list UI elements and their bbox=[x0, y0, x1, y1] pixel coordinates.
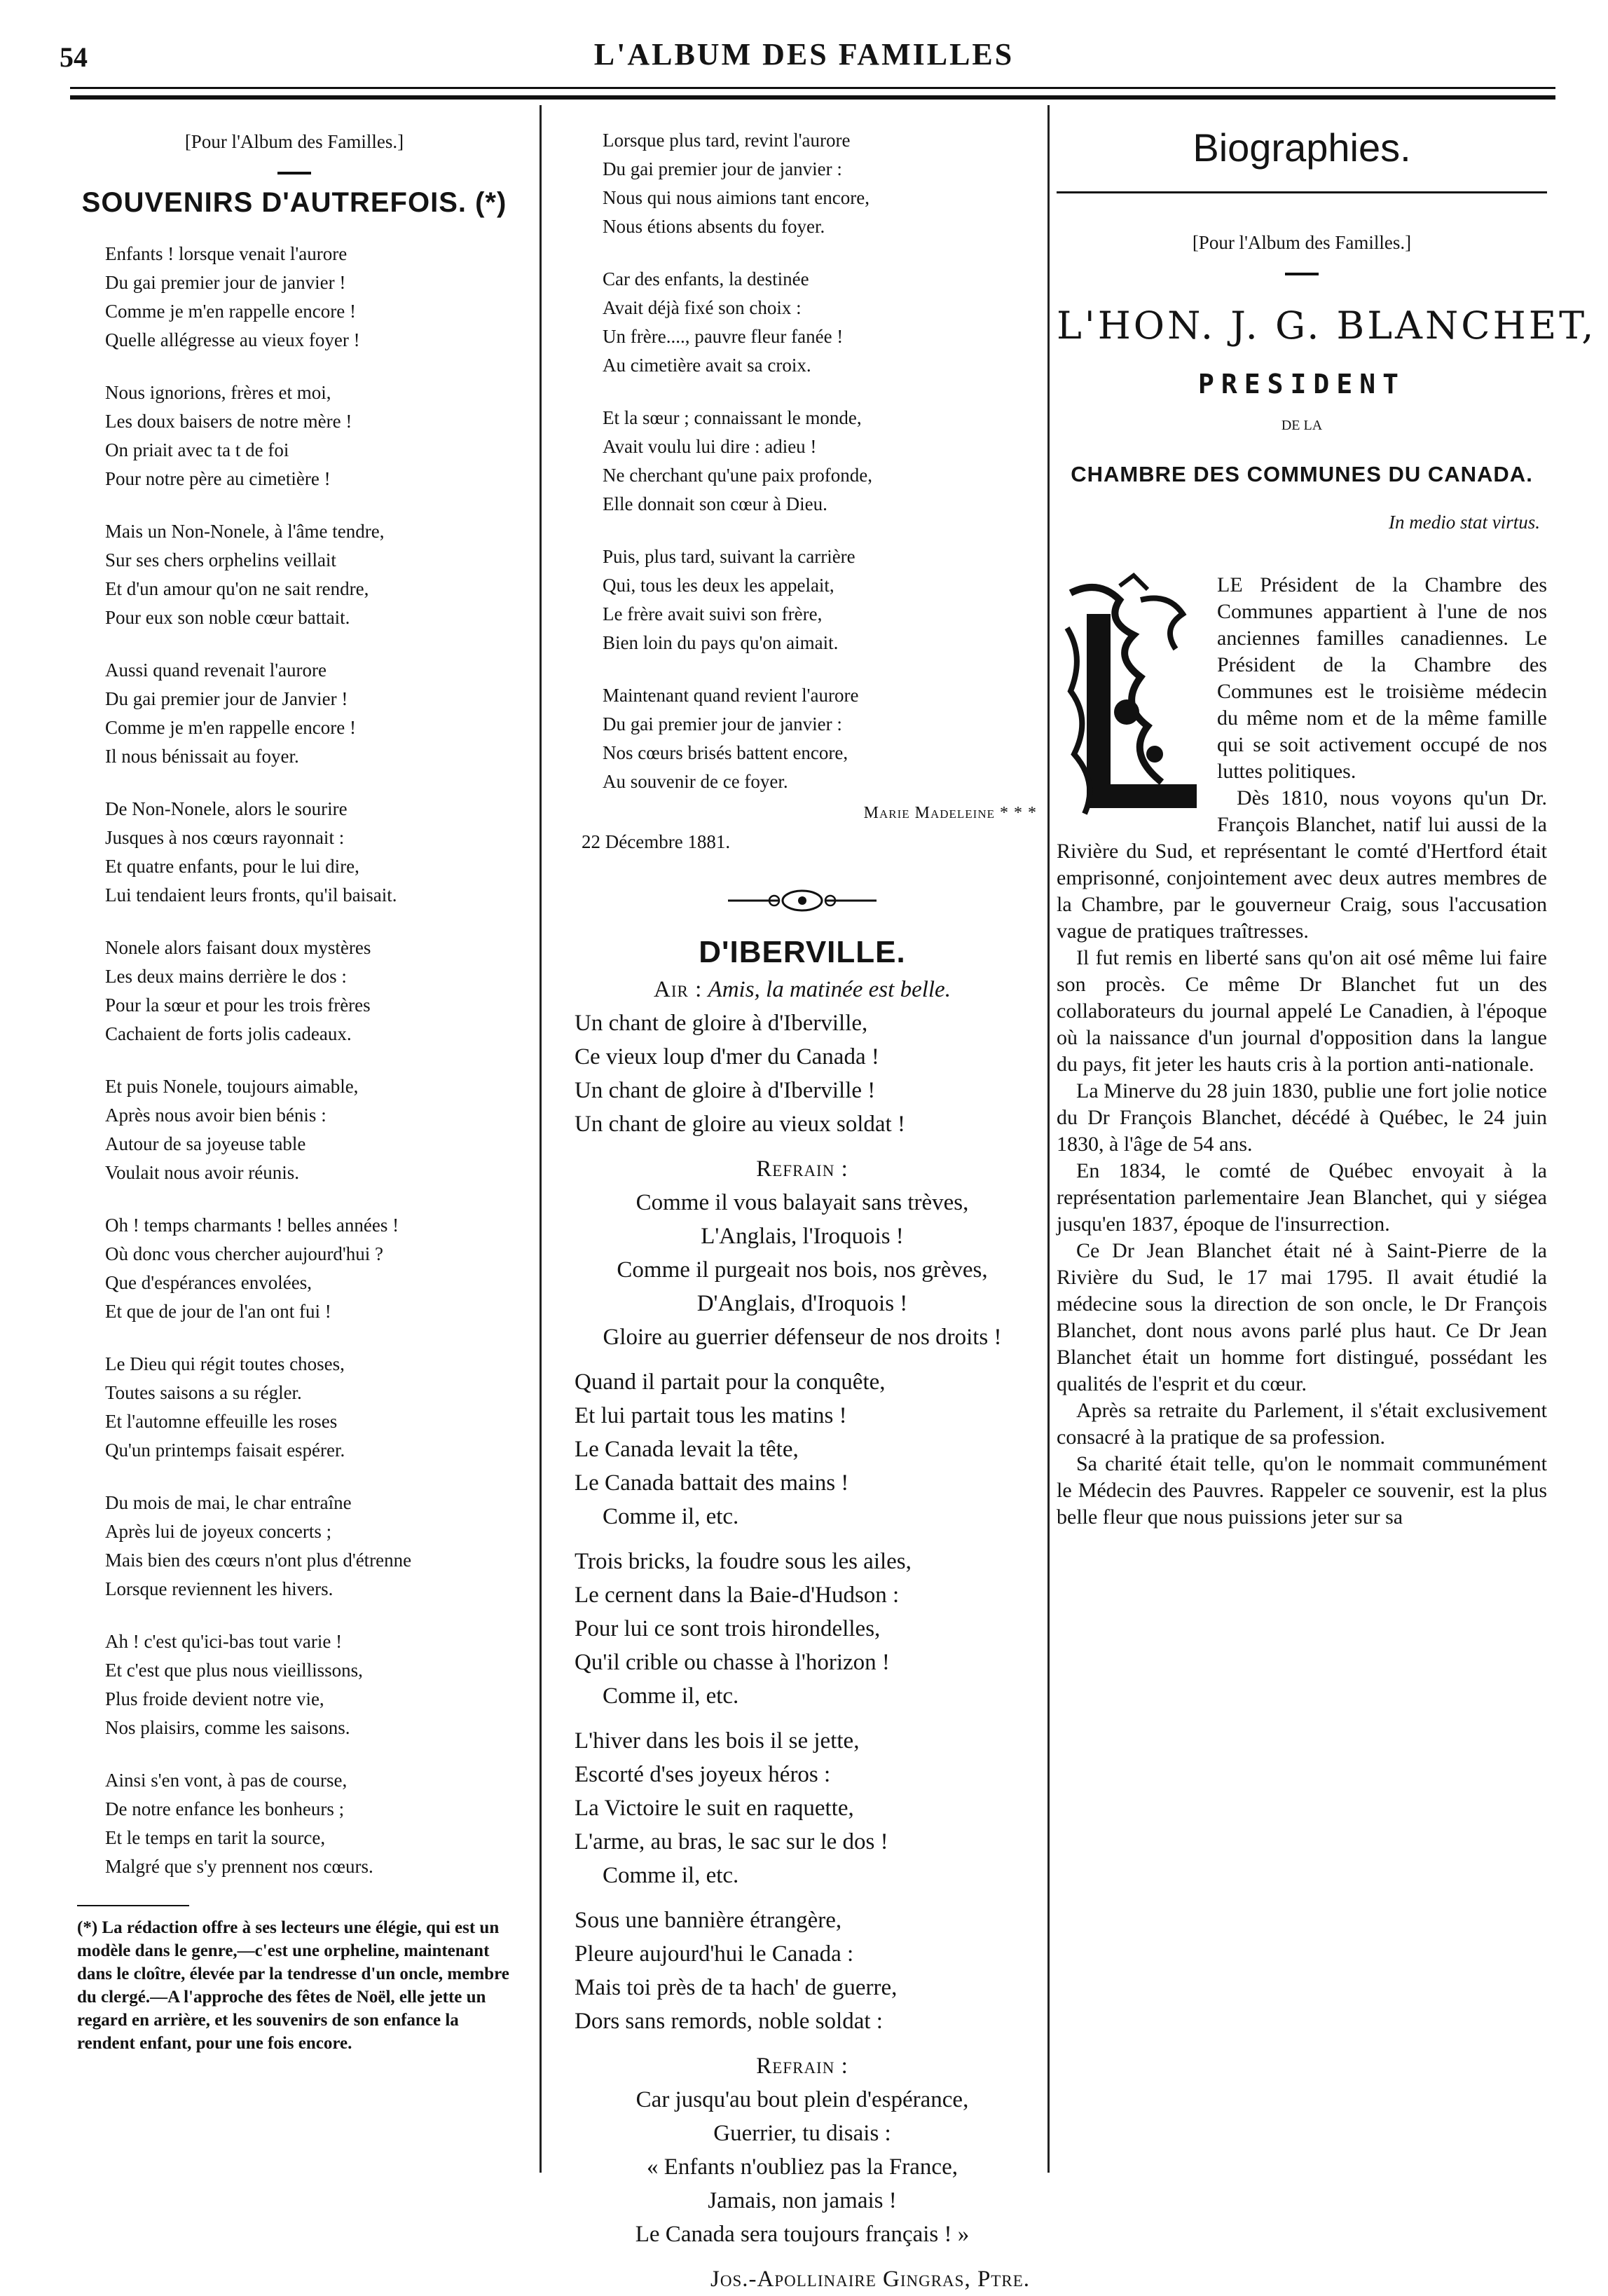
song-line: Le Canada sera toujours français ! » bbox=[635, 2222, 970, 2247]
song-line: Quand il partait pour la conquête, bbox=[575, 1369, 886, 1395]
verse-line: Ainsi s'en vont, à pas de course, bbox=[105, 1770, 348, 1791]
song-title: D'IBERVILLE. bbox=[699, 935, 906, 969]
page-number: 54 bbox=[60, 41, 88, 73]
verse-line: Elle donnait son cœur à Dieu. bbox=[603, 493, 827, 514]
verse-line: Du gai premier jour de janvier ! bbox=[105, 272, 346, 293]
bio-paragraph: LE Président de la Chambre des Communes appartient à l'une de nos anciennes familles canadiennes. Le Président de la Chambre des Communes est le troisième médecin du même nom et de la même famille qui se soit activement occupé de nos luttes politiques. bbox=[1217, 573, 1547, 783]
verse-line: Pour notre père au cimetière ! bbox=[105, 468, 331, 489]
stanza bbox=[603, 265, 1044, 380]
verse-line: Voulait nous avoir réunis. bbox=[105, 1162, 299, 1183]
title-dash bbox=[277, 172, 311, 175]
verse-line: Lorsque reviennent les hivers. bbox=[105, 1578, 334, 1599]
verse-line: Après nous avoir bien bénis : bbox=[105, 1105, 327, 1126]
verse-line: Cachaient de forts jolis cadeaux. bbox=[105, 1023, 352, 1044]
air-tune: Amis, la matinée est belle. bbox=[708, 977, 951, 1002]
verse-line: Les doux baisers de notre mère ! bbox=[105, 411, 352, 432]
verse-line: Et d'un amour qu'on ne sait rendre, bbox=[105, 578, 369, 599]
verse-line: Ne cherchant qu'une paix profonde, bbox=[603, 465, 872, 486]
verse-line: Avait déjà fixé son choix : bbox=[603, 297, 802, 318]
song-line: Le Canada levait la tête, bbox=[575, 1437, 799, 1462]
poem-signature: Marie Madeleine * * * bbox=[863, 804, 1037, 822]
song-line: Comme il vous balayait sans trèves, bbox=[635, 1190, 969, 1215]
song-line: Mais toi près de ta hach' de guerre, bbox=[575, 1975, 898, 2000]
song-line: « Enfants n'oubliez pas la France, bbox=[647, 2154, 958, 2180]
verse-line: Puis, plus tard, suivant la carrière bbox=[603, 546, 855, 567]
bio-motto: In medio stat virtus. bbox=[1389, 512, 1540, 533]
verse-line: Enfants ! lorsque venait l'aurore bbox=[105, 243, 348, 264]
verse-line: Les deux mains derrière le dos : bbox=[105, 966, 347, 987]
footnote-rule bbox=[77, 1905, 189, 1906]
verse-line: Autour de sa joyeuse table bbox=[105, 1133, 306, 1154]
stanza bbox=[603, 126, 1044, 241]
poem-title: SOUVENIRS D'AUTREFOIS. (*) bbox=[81, 187, 507, 218]
song-line: L'Anglais, l'Iroquois ! bbox=[701, 1224, 904, 1249]
stanza bbox=[603, 542, 1044, 657]
verse-line: Un frère...., pauvre fleur fanée ! bbox=[603, 326, 844, 347]
verse-line: Lorsque plus tard, revint l'aurore bbox=[603, 130, 851, 151]
song-verse-4 bbox=[561, 1724, 1044, 1892]
song-author: Jos.-Apollinaire Gingras, Ptre. bbox=[710, 2267, 1030, 2292]
bio-paragraph: Sa charité était telle, qu'on le nommait communément le Médecin des Pauvres. Rappeler ce souvenir, est la plus belle fleur que nous puissions jeter sur sa bbox=[1057, 1452, 1547, 1529]
verse-line: Mais bien des cœurs n'ont plus d'étrenne bbox=[105, 1550, 412, 1571]
verse-line: Sur ses chers orphelins veillait bbox=[105, 549, 336, 570]
verse-line: Au cimetière avait sa croix. bbox=[603, 355, 811, 376]
verse-line: Comme je m'en rappelle encore ! bbox=[105, 717, 356, 738]
song-verse-3 bbox=[561, 1545, 1044, 1713]
header-rule-top bbox=[70, 87, 1555, 89]
verse-line: Nos cœurs brisés battent encore, bbox=[603, 742, 848, 763]
song-line: Un chant de gloire à d'Iberville ! bbox=[575, 1078, 876, 1103]
song-line: Gloire au guerrier défenseur de nos droits ! bbox=[603, 1325, 1002, 1350]
song-line: Guerrier, tu disais : bbox=[713, 2121, 891, 2146]
verse-line: Et puis Nonele, toujours aimable, bbox=[105, 1076, 359, 1097]
ornamental-initial-l-icon bbox=[1057, 572, 1207, 824]
verse-line: Pour la sœur et pour les trois frères bbox=[105, 995, 371, 1016]
verse-line: On priait avec ta t de foi bbox=[105, 439, 289, 460]
bio-role: PRESIDENT bbox=[1198, 369, 1406, 399]
verse-line: Quelle allégresse au vieux foyer ! bbox=[105, 329, 360, 350]
verse-line: Avait voulu lui dire : adieu ! bbox=[603, 436, 817, 457]
stanza bbox=[105, 240, 518, 355]
column-2 bbox=[561, 112, 1044, 2296]
song-line: L'arme, au bras, le sac sur le dos ! bbox=[575, 1829, 888, 1854]
verse-line: Car des enfants, la destinée bbox=[603, 268, 809, 289]
stanza bbox=[105, 1072, 518, 1187]
song-line: Dors sans remords, noble soldat : bbox=[575, 2009, 883, 2034]
column-1 bbox=[70, 112, 518, 2055]
song-line: Et lui partait tous les matins ! bbox=[575, 1403, 847, 1428]
verse-line: Plus froide devient notre vie, bbox=[105, 1688, 324, 1709]
source-note: [Pour l'Album des Familles.] bbox=[184, 131, 404, 152]
air-line bbox=[561, 973, 1044, 1006]
section-title: Biographies. bbox=[1193, 125, 1411, 170]
song-verse-1 bbox=[561, 1006, 1044, 1141]
verse-line: Nous ignorions, frères et moi, bbox=[105, 382, 331, 403]
stanza bbox=[105, 378, 518, 493]
bio-paragraph: En 1834, le comté de Québec envoyait à la représentation parlementaire Jean Blanchet, qui y siégea jusqu'en 1837, époque de l'insurrection. bbox=[1057, 1159, 1547, 1236]
bio-dash bbox=[1285, 273, 1319, 275]
stanza bbox=[105, 1211, 518, 1326]
bio-paragraph: La Minerve du 28 juin 1830, publie une fort jolie notice du Dr François Blanchet, décédé à Québec, le 24 juin 1830, à l'âge de 54 ans. bbox=[1057, 1079, 1547, 1156]
verse-line: Après lui de joyeux concerts ; bbox=[105, 1521, 332, 1542]
song-line: Le cernent dans la Baie-d'Hudson : bbox=[575, 1583, 900, 1608]
verse-line: Et la sœur ; connaissant le monde, bbox=[603, 407, 862, 428]
song-line: Ce vieux loup d'mer du Canada ! bbox=[575, 1044, 879, 1070]
bio-paragraph: Après sa retraite du Parlement, il s'était exclusivement consacré à la pratique de sa profession. bbox=[1057, 1399, 1547, 1449]
stanza bbox=[105, 1766, 518, 1881]
refrain-label-2: Refrain : bbox=[756, 2054, 848, 2079]
verse-line: Maintenant quand revient l'aurore bbox=[603, 685, 859, 706]
stanza bbox=[105, 1489, 518, 1604]
verse-line: Où donc vous chercher aujourd'hui ? bbox=[105, 1243, 383, 1264]
bio-source-note: [Pour l'Album des Familles.] bbox=[1192, 232, 1412, 253]
song-line: La Victoire le suit en raquette, bbox=[575, 1796, 854, 1821]
verse-line: Qu'un printemps faisait espérer. bbox=[105, 1440, 345, 1461]
bio-paragraph: Dès 1810, nous voyons qu'un Dr. François Blanchet, natif lui aussi de la Rivière du Sud, et représentant le comté d'Hertford était emprisonné, conjointement avec deux autres membres de la Chambre, par le gouverneur Craig, sous l'accusation vague de pratiques traîtresses. bbox=[1057, 786, 1547, 943]
bio-chamber: CHAMBRE DES COMMUNES DU CANADA. bbox=[1071, 462, 1533, 486]
song-line: Qu'il crible ou chasse à l'horizon ! bbox=[575, 1650, 890, 1675]
verse-line: Du gai premier jour de janvier : bbox=[603, 713, 842, 734]
song-line: Trois bricks, la foudre sous les ailes, bbox=[575, 1549, 912, 1574]
song-line: Comme il, etc. bbox=[603, 1504, 739, 1529]
bio-paragraph: Ce Dr Jean Blanchet était né à Saint-Pierre de la Rivière du Sud, le 17 mai 1795. Il avait étudié la médecine sous la direction de son oncle, le Dr François Blanchet, dont nous avons parlé plus haut. Ce Dr Jean Blanchet était un homme fort distingué, possédant les qualités de l'esprit et du cœur. bbox=[1057, 1239, 1547, 1395]
verse-line: Et quatre enfants, pour le lui dire, bbox=[105, 856, 359, 877]
verse-line: De notre enfance les bonheurs ; bbox=[105, 1798, 345, 1819]
song-refrain-2 bbox=[561, 2083, 1044, 2251]
bio-paragraph: Il fut remis en liberté sans qu'on ait osé même lui faire son procès. Ce même Dr Blanchet fut un des collaborateurs du journal appelé Le Canadien, à l'époque où la naissance d'un journal d'opposition dans la langue du pays, fit jeter les hauts cris à la portion anti-nationale. bbox=[1057, 946, 1547, 1076]
verse-line: Du gai premier jour de Janvier ! bbox=[105, 688, 348, 709]
song-line: D'Anglais, d'Iroquois ! bbox=[696, 1291, 908, 1316]
song-body bbox=[561, 1006, 1044, 2251]
air-label: Air : bbox=[654, 977, 703, 1002]
verse-line: Du gai premier jour de janvier : bbox=[603, 158, 842, 179]
song-line: Comme il purgeait nos bois, nos grèves, bbox=[617, 1257, 988, 1283]
verse-line: De Non-Nonele, alors le sourire bbox=[105, 798, 348, 819]
song-line: Un chant de gloire au vieux soldat ! bbox=[575, 1112, 905, 1137]
bio-name: L'HON. J. G. BLANCHET, bbox=[1057, 303, 1597, 348]
stanza bbox=[105, 1627, 518, 1742]
header-rule-bottom bbox=[70, 95, 1555, 100]
bio-body bbox=[1057, 572, 1547, 1531]
poem-stanzas bbox=[70, 240, 518, 1881]
verse-line: Mais un Non-Nonele, à l'âme tendre, bbox=[105, 521, 385, 542]
verse-line: Le frère avait suivi son frère, bbox=[603, 603, 823, 624]
verse-line: Et que de jour de l'an ont fui ! bbox=[105, 1301, 331, 1322]
stanza bbox=[105, 1350, 518, 1465]
verse-line: Que d'espérances envolées, bbox=[105, 1272, 312, 1293]
verse-line: Aussi quand revenait l'aurore bbox=[105, 660, 327, 681]
poem-date: 22 Décembre 1881. bbox=[582, 831, 731, 852]
column-divider-1 bbox=[540, 105, 542, 2173]
song-verse-2 bbox=[561, 1365, 1044, 1533]
stanza bbox=[105, 934, 518, 1048]
refrain-label: Refrain : bbox=[756, 1156, 848, 1182]
verse-line: Et c'est que plus nous vieillissons, bbox=[105, 1660, 363, 1681]
verse-line: Malgré que s'y prennent nos cœurs. bbox=[105, 1856, 373, 1877]
song-line: Car jusqu'au bout plein d'espérance, bbox=[635, 2087, 969, 2112]
song-line: Le Canada battait des mains ! bbox=[575, 1470, 849, 1496]
song-line: Comme il, etc. bbox=[603, 1683, 739, 1709]
verse-line: Oh ! temps charmants ! belles années ! bbox=[105, 1215, 399, 1236]
verse-line: Le Dieu qui régit toutes choses, bbox=[105, 1353, 345, 1374]
footnote: (*) La rédaction offre à ses lecteurs une élégie, qui est un modèle dans le genre,—c'est une orpheline, maintenant dans le cloître, élevée par la tendresse d'un oncle, membre du clergé.—A l'approche des fêtes de Noël, elle jette un regard en arrière, et les souvenirs de son enfance la rendent enfant, pour une fois encore. bbox=[77, 1918, 509, 2053]
verse-line: Lui tendaient leurs fronts, qu'il baisait. bbox=[105, 884, 397, 906]
verse-line: Toutes saisons a su régler. bbox=[105, 1382, 302, 1403]
verse-line: Comme je m'en rappelle encore ! bbox=[105, 301, 356, 322]
song-line: Pour lui ce sont trois hirondelles, bbox=[575, 1616, 881, 1641]
poem-continuation bbox=[561, 126, 1044, 796]
verse-line: Ah ! c'est qu'ici-bas tout varie ! bbox=[105, 1631, 343, 1652]
verse-line: Qui, tous les deux les appelait, bbox=[603, 575, 834, 596]
running-title: L'ALBUM DES FAMILLES bbox=[593, 37, 1015, 71]
verse-line: Bien loin du pays qu'on aimait. bbox=[603, 632, 839, 653]
verse-line: Il nous bénissait au foyer. bbox=[105, 746, 299, 767]
verse-line: Au souvenir de ce foyer. bbox=[603, 771, 788, 792]
song-line: Un chant de gloire à d'Iberville, bbox=[575, 1011, 868, 1036]
song-line: Jamais, non jamais ! bbox=[708, 2188, 897, 2213]
song-line: Sous une bannière étrangère, bbox=[575, 1908, 842, 1933]
column-divider-2 bbox=[1047, 105, 1050, 2173]
verse-line: Et le temps en tarit la source, bbox=[105, 1827, 326, 1848]
verse-line: Nous étions absents du foyer. bbox=[603, 216, 825, 237]
song-refrain bbox=[561, 1186, 1044, 1354]
verse-line: Nous qui nous aimions tant encore, bbox=[603, 187, 870, 208]
stanza bbox=[105, 517, 518, 632]
song-line: L'hiver dans les bois il se jette, bbox=[575, 1728, 860, 1754]
verse-line: Pour eux son noble cœur battait. bbox=[105, 607, 350, 628]
stanza bbox=[105, 795, 518, 910]
column-3 bbox=[1057, 112, 1597, 1531]
stanza bbox=[603, 681, 1044, 796]
verse-line: Nonele alors faisant doux mystères bbox=[105, 937, 371, 958]
stanza bbox=[603, 404, 1044, 519]
song-verse-5 bbox=[561, 1904, 1044, 2038]
verse-line: Du mois de mai, le char entraîne bbox=[105, 1492, 352, 1513]
section-rule bbox=[1057, 191, 1547, 193]
song-line: Comme il, etc. bbox=[603, 1863, 739, 1888]
verse-line: Nos plaisirs, comme les saisons. bbox=[105, 1717, 350, 1738]
song-line: Escorté d'ses joyeux héros : bbox=[575, 1762, 831, 1787]
bio-of: DE LA bbox=[1281, 418, 1323, 433]
verse-line: Jusques à nos cœurs rayonnait : bbox=[105, 827, 345, 848]
song-line: Pleure aujourd'hui le Canada : bbox=[575, 1941, 854, 1967]
ornament-divider bbox=[725, 883, 879, 918]
stanza bbox=[105, 656, 518, 771]
verse-line: Et l'automne effeuille les roses bbox=[105, 1411, 338, 1432]
